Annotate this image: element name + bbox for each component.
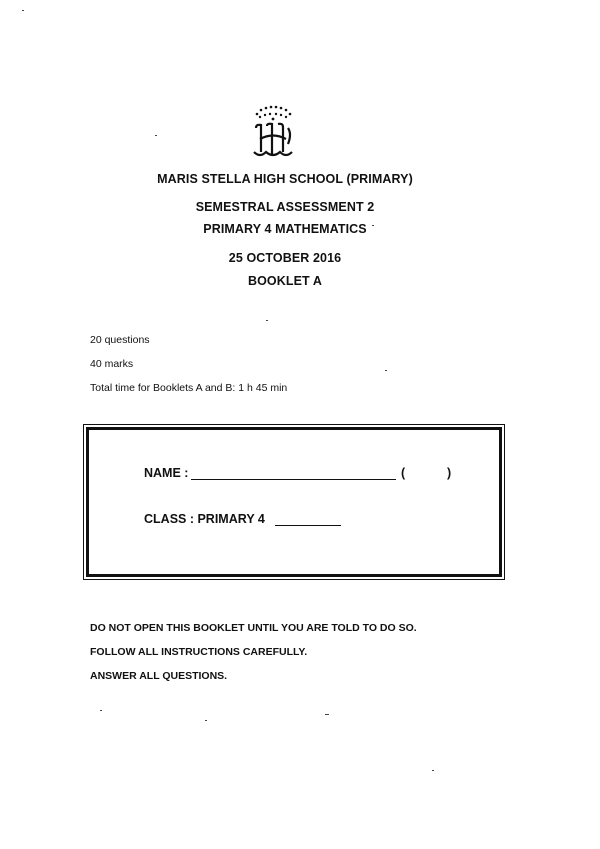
scan-speck (205, 720, 207, 721)
instruction-answer-all: ANSWER ALL QUESTIONS. (90, 670, 228, 682)
register-number-close-paren: ) (447, 466, 452, 480)
name-label: NAME : (144, 466, 189, 480)
school-name: MARIS STELLA HIGH SCHOOL (PRIMARY) (157, 172, 413, 186)
instruction-follow: FOLLOW ALL INSTRUCTIONS CAREFULLY. (90, 646, 308, 658)
class-label: CLASS : PRIMARY 4 (144, 512, 265, 526)
total-marks: 40 marks (90, 358, 134, 370)
school-crest-logo (248, 104, 298, 160)
scan-speck (385, 370, 387, 371)
time-allowed: Total time for Booklets A and B: 1 h 45 min (90, 382, 288, 394)
assessment-title: SEMESTRAL ASSESSMENT 2 (195, 200, 375, 214)
student-details-box (86, 427, 502, 577)
booklet-label: BOOKLET A (247, 274, 323, 288)
scan-speck (325, 714, 329, 715)
scan-speck (22, 10, 24, 11)
class-field[interactable] (275, 525, 341, 526)
exam-date: 25 OCTOBER 2016 (228, 251, 342, 265)
subject-title: PRIMARY 4 MATHEMATICS (203, 222, 367, 236)
register-number-open-paren: ( (401, 466, 406, 480)
name-field[interactable] (191, 479, 396, 480)
question-count: 20 questions (90, 334, 150, 346)
scan-speck (372, 225, 374, 226)
instruction-do-not-open: DO NOT OPEN THIS BOOKLET UNTIL YOU ARE TOLD TO DO SO. (90, 622, 417, 634)
scan-speck (155, 135, 157, 136)
scan-speck (100, 710, 102, 711)
scan-speck (432, 770, 434, 771)
scan-speck (266, 320, 268, 321)
